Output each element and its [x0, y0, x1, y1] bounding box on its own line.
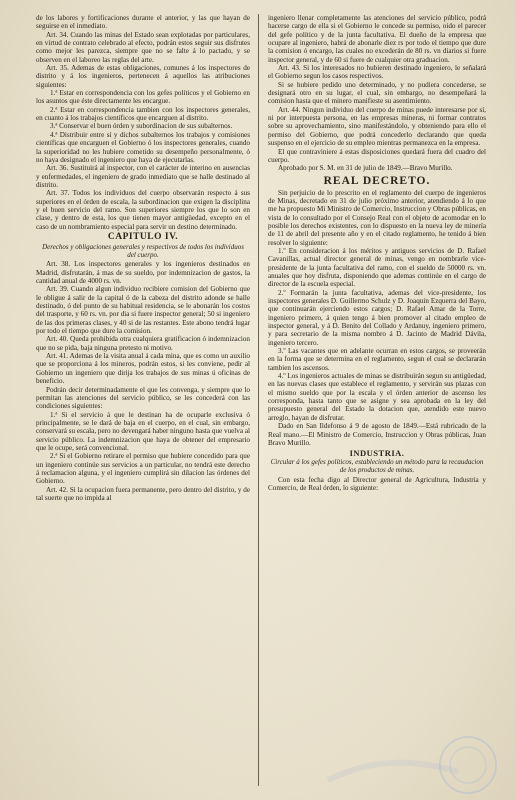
- industria-heading: INDUSTRIA.: [349, 448, 405, 459]
- paragraph: Con esta fecha digo al Director general de Agricultura, Industria y Comercio, de Real órden, lo siguiente:: [268, 475, 486, 492]
- paragraph: 1.ª Si el servicio á que le destinan ha de ocuparle exclusiva ó principalmente, se le dará de baja en el cuerpo, en el cual, sin embargo, conservará su escala, pero no devengará haber ninguno hasta que vuelva al servicio público. La indemnizacion que haya de obtener del empresario que le ocupe, será convencional.: [36, 410, 250, 452]
- right-column: [268, 14, 486, 792]
- chapter-title: CAPITULO IV.: [107, 231, 179, 242]
- paragraph: Art. 40. Queda prohibida otra cualquiera gratificacion ó indemnizacion que no se pida, baja ninguna pretesto ni motivo.: [36, 335, 250, 352]
- paragraph: Sin perjuicio de lo prescrito en el reglamento del cuerpo de ingenieros de Minas, decretado en 31 de julio próximo anterior, atendiendo á lo que me ha propuesto Mi Ministro de Comercio, Instruccion y Obras públicas, en vista de lo consultado por el Consejo Real con el objeto de acomodar en lo posible los derechos existentes, con lo dispuesto en la nueva ley de minería de 11 de abril del presente año y en el citado reglamento, he tenido á bien resolver lo siguiente:: [268, 188, 486, 247]
- paragraph: 4.º Los ingenieros actuales de minas se distribuirán segun su antigüedad, en las nuevas clases que establece el reglamento, y servirán sus plazas con el mismo sueldo que por la escala y el órden anterior de ascenso les corresponda, hasta tanto que se asigne y sea aprobada en la ley del presupuesto general del Estado la dotacion que, atendido este nuevo arreglo, hayan de disfrutar.: [268, 372, 486, 422]
- paragraph: ingeniero llenar completamente las atenciones del servicio público, podrá hacerse cargo de ella si el Gobierno le concede su permiso, oido el parecer del gefe político y de la junta facultativa. El dueño de la empresa que ocupare al ingeniero, habrá de abonarle diez rs por todo el tiempo que dure la comision ó encargo, las cuales no excederán de 80 rs. vn diarios si fuere inspector general, y de 60 si fuere de cualquier otra graduacion.: [268, 14, 486, 64]
- paragraph: Art. 35. Ademas de estas obligaciones, comunes á los inspectores de distrito y á los ingenieros, pertenecen á aquellos las atribuciones siguientes:: [36, 64, 250, 89]
- paragraph: Art. 41. Ademas de la visita anual á cada mina, que es como un auxilio que se proporciona á los mineros, podrán estos, si les conviene, pedir al Gobierno un ingeniero que dirija los trabajos de sus minas ú oficinas de beneficio.: [36, 352, 250, 386]
- paragraph: 2.ª Estar en correspondencia tambien con los inspectores generales, en cuanto á los trabajos científicos que encarguen al distrito.: [36, 105, 250, 123]
- paragraph: Art. 43. Si los interesados no hubieren destinado ingeniero, le señalará el Gobierno segun los casos respectivos.: [268, 64, 486, 81]
- paragraph: 4.ª Distribuir entre sí y dichos subalternos los trabajos y comisiones científicas que encarguen el Gobierno ó los inspectores generales, cuando la superioridad no les hubiere cometido su desempeño personalmente, ó no haya designado el ingeniero que haya de ejecutarlas.: [36, 130, 250, 164]
- left-column: [36, 14, 250, 792]
- paragraph: de los labores y fortificaciones durante el anterior, y las que hayan de seguirse en el inmediato.: [36, 14, 250, 31]
- paragraph: Art. 38. Los inspectores generales y los ingenieros destinados en Madrid, disfrutarán, á mas de su sueldo, por indemnizacion de gastos, la cantidad anual de 4000 rs. vn.: [36, 260, 250, 286]
- paragraph: 3.ª Conservar el buen órden y subordinacion de sus subalternos.: [50, 122, 233, 131]
- paragraph: El que contraviniere á estas disposiciones quedará fuera del cuadro del cuerpo.: [268, 147, 486, 164]
- paragraph: 2.ª Si el Gobierno retirare el permiso que hubiere concedido para que un ingeniero continúe sus servicios a un particular, no tendrá este derecho á reclamacion alguna, y el ingeniero cumplirá sin dilacion las órdenes del Gobierno.: [36, 452, 250, 486]
- decree-heading: REAL DECRETO.: [323, 174, 431, 187]
- paragraph: Art. 42. Si la ocupacion fuera permanente, pero dentro del distrito, y de tal suerte que no impida al: [36, 485, 250, 502]
- paragraph: 1.ª Estar en correspondencia con los gefes políticos y el Gobierno en los asuntos que éste directamente les encargue.: [36, 89, 250, 106]
- paragraph: Dado en San Ildefonso á 9 de agosto de 1849.—Está rubricado de la Real mano.—El Ministro de Comercio, Instruccion y Obras públicas, Juan Bravo Murillo.: [268, 422, 486, 447]
- paragraph: Art. 36. Sustituirá al inspector, con el carácter de interino en ausencias y enfermedades, el ingeniero de grado inmediato que se halle destinado al distrito.: [36, 164, 250, 189]
- paragraph: Art. 37. Todos los individuos del cuerpo observarán respecto á sus superiores en el órden de escala, la subordinacion que exigen la disciplina y el buen servicio del ramo. Son superiores siempre los que lo son en clase, y dentro de esta, los que tienen mayor antigüedad, excepto en el caso de un nombramiento especial para servir un destino determinado.: [36, 189, 250, 231]
- paragraph: 2.º Formarán la junta facultativa, ademas del vice-presidente, los inspectores generales D. Guillermo Schulz y D. Joaquin Ezquerra del Bayo, que continuarán ejerciendo estos cargos; D. Rafael Amar de la Torre, ingeniero primero, á quien tengo á bien promover al citado empleo de inspector general, y á D. Benito del Collado y Ardanuy, ingeniero primero, y para secretario de la misma nombro á D. Jacinto de Madrid Dávila, ingeniero tercero.: [268, 288, 486, 347]
- industria-subtitle: Circular á los gefes políticos, estableciendo un método para la recaudacion de los productos de minas.: [270, 458, 484, 475]
- chapter-subtitle: Derechos y obligaciones generales y respectivos de todos los individuos del cuerpo.: [42, 242, 244, 260]
- paragraph: Art. 39. Cuando algun individuo recibiere comision del Gobierno que le obligue á salir de la capital ó de la cabeza del distrito adonde se halle destinado, ó del punto de su habitual residencia, se le abonarán los costos del trasporte, y 60 rs. vn. por dia si fuere inspector general; 50 si ingeniero de las dos primeras clases, y 40 si de las restantes. Este abono tendrá lugar por todo el tiempo que dure la comision.: [36, 285, 250, 336]
- signature-line: Aprobado por S. M. en 31 de julio de 1849.—Bravo Murillo.: [278, 164, 453, 173]
- paragraph: Si se hubiere pedido uno determinado, y no pudiera concederse, se designará otro en su lugar, el cual, sin embargo, no desempeñará la comision hasta que el minero manifieste su asentimiento.: [268, 80, 486, 106]
- paragraph: Podrán decir determinadamente el que les convenga, y siempre que lo permitan las atenciones del servicio público, se les concederá con las condiciones siguientes:: [36, 385, 250, 411]
- column-divider: [258, 14, 259, 786]
- paragraph: 3.º Las vacantes que en adelante ocurran en estos cargos, se proveerán en la forma que se determina en el reglamento, segun el cual se declararán tambien los ascensos.: [268, 347, 486, 372]
- paragraph: 1.º En consideracion á los méritos y antiguos servicios de D. Rafael Cavanillas, actual director general de minas, vengo en nombrarle vice-presidente de la junta facultativa del ramo, con el sueldo de 50000 rs. vn. anuales que hoy disfruta, disponiendo que ademas continúe en el cargo de director de la escuela especial.: [268, 246, 486, 289]
- paragraph: Art. 44. Ningun individuo del cuerpo de minas puede interesarse por sí, ni por interpuesta persona, en las empresas mineras, ni formar contratos sobre su aprovechamiento, sino manifestándolo, y obteniendo para ello el permiso del Gobierno, que podrá concederlo declarando que queda suspenso en el ejercicio de su empleo mientras permanezca en la empresa.: [268, 105, 486, 148]
- paragraph: Art. 34. Cuando las minas del Estado sean explotadas por particulares, en virtud de contrato celebrado al efecto, podrán estos seguir sus disfrutes como mejor les parezca, siempre que no se falte á lo pactado, y se observen en el laboreo las reglas del arte.: [36, 30, 250, 64]
